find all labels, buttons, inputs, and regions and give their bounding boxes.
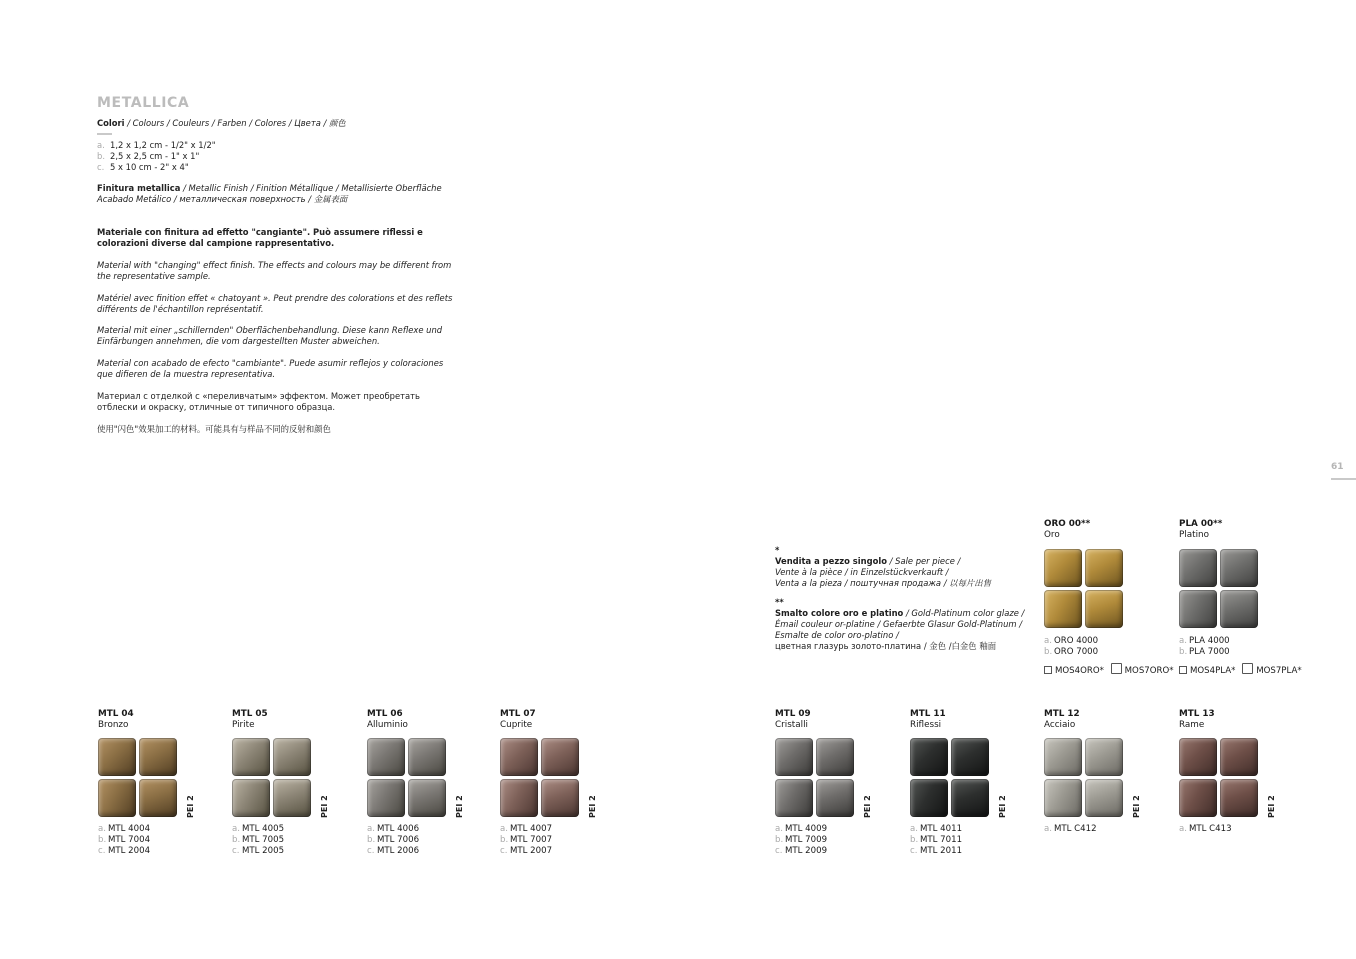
tile <box>541 738 579 776</box>
product-name: Rame <box>1179 720 1205 730</box>
tile <box>408 779 446 817</box>
code-item: a. MTL 4005 <box>232 824 285 834</box>
checkbox-icon[interactable] <box>1111 663 1122 674</box>
pei-rating: PEI 2 <box>186 795 195 818</box>
tile <box>1179 738 1217 776</box>
swatch <box>1179 549 1302 628</box>
description-ru: Материал с отделкой с «переливчатым» эффектом. Может преобретать отблески и окраску, отличные от типичного образца. <box>97 391 420 412</box>
swatch <box>1179 738 1279 817</box>
vendita-tr: / Sale per piece / <box>889 556 961 566</box>
tile <box>367 779 405 817</box>
product-code: MTL 07 <box>500 709 536 719</box>
code-item: b. MTL 7007 <box>500 835 553 845</box>
product-name: Platino <box>1179 530 1209 540</box>
product-name: Alluminio <box>367 720 408 730</box>
product-code: MTL 04 <box>98 709 134 719</box>
finish-block <box>97 183 442 205</box>
product-code: MTL 13 <box>1179 709 1215 719</box>
tile <box>139 738 177 776</box>
tile <box>1044 738 1082 776</box>
vendita-tr-3: Venta a la pieza / поштучная продажа / 以每片出售 <box>775 578 992 588</box>
smalto-tr-4: цветная глазурь золото-платина / 金色 /白金色 釉面 <box>775 641 997 651</box>
checkbox-icon[interactable] <box>1179 666 1187 674</box>
product-name: Pirite <box>232 720 255 730</box>
tile <box>816 738 854 776</box>
product-code: MTL 09 <box>775 709 811 719</box>
code-item: a. MTL 4006 <box>367 824 420 834</box>
smalto-label: Smalto colore oro e platino <box>775 608 904 618</box>
pei-rating: PEI 2 <box>998 795 1007 818</box>
checkbox-icon[interactable] <box>1242 663 1253 674</box>
product-code: ORO 00** <box>1044 519 1091 529</box>
product-card <box>98 709 198 857</box>
tile <box>1220 738 1258 776</box>
code-item: a. MTL C412 <box>1044 824 1097 834</box>
tile <box>1085 590 1123 628</box>
tile <box>232 779 270 817</box>
note-star-double: ** <box>775 597 784 607</box>
tile <box>500 738 538 776</box>
pei-rating: PEI 2 <box>455 795 464 818</box>
swatch <box>910 738 1010 817</box>
tile <box>1085 549 1123 587</box>
tile <box>1179 549 1217 587</box>
tile <box>951 779 989 817</box>
pei-rating: PEI 2 <box>1132 795 1141 818</box>
code-item: a. MTL 4011 <box>910 824 963 834</box>
product-name: Oro <box>1044 530 1060 540</box>
product-card <box>775 709 875 857</box>
page-number: 61 <box>1331 462 1344 472</box>
product-card <box>910 709 1010 857</box>
smalto-tr-3: Esmalte de color oro-platino / <box>775 630 899 640</box>
section-title: METALLICA <box>97 95 190 111</box>
tile <box>273 779 311 817</box>
code-item: c. MTL 2009 <box>775 846 828 856</box>
product-card <box>1179 709 1279 835</box>
tile <box>98 738 136 776</box>
option-label: MOS4ORO* <box>1055 666 1104 676</box>
finish-label: Finitura metallica <box>97 183 181 193</box>
product-card <box>367 709 467 857</box>
pei-rating: PEI 2 <box>863 795 872 818</box>
tile <box>1220 590 1258 628</box>
swatch <box>775 738 875 817</box>
code-item: c. MTL 2007 <box>500 846 553 856</box>
tile <box>951 738 989 776</box>
option-label: MOS7ORO* <box>1124 666 1174 676</box>
product-name: Bronzo <box>98 720 129 730</box>
tile <box>1044 590 1082 628</box>
tile <box>910 738 948 776</box>
tile <box>500 779 538 817</box>
code-item: b. MTL 7006 <box>367 835 420 845</box>
notes-block <box>775 545 1024 652</box>
product-card-platino <box>1179 519 1302 677</box>
note-star-single: * <box>775 545 780 555</box>
pei-rating: PEI 2 <box>320 795 329 818</box>
tile <box>775 738 813 776</box>
swatch <box>367 738 467 817</box>
option-label: MOS4PLA* <box>1190 666 1236 676</box>
code-item: a. ORO 4000 <box>1044 636 1099 646</box>
product-card <box>232 709 332 857</box>
code-item: b. MTL 7011 <box>910 835 963 845</box>
size-item: c. 5 x 10 cm - 2" x 4" <box>97 162 189 172</box>
tile <box>273 738 311 776</box>
product-card <box>1044 709 1144 835</box>
colors-line <box>97 118 346 129</box>
code-item: b. ORO 7000 <box>1044 647 1099 657</box>
code-item: a. MTL 4009 <box>775 824 828 834</box>
code-item: a. MTL C413 <box>1179 824 1232 834</box>
code-item: b. MTL 7005 <box>232 835 285 845</box>
code-item: c. MTL 2005 <box>232 846 285 856</box>
product-name: Riflessi <box>910 720 942 730</box>
product-code: MTL 11 <box>910 709 946 719</box>
product-name: Cristalli <box>775 720 808 730</box>
description-it: Materiale con finitura ad effetto "cangiante". Può assumere riflessi e colorazioni diverse dal campione rappresentativo. <box>97 227 423 248</box>
checkbox-icon[interactable] <box>1044 666 1052 674</box>
code-item: c. MTL 2006 <box>367 846 420 856</box>
swatch <box>1044 549 1174 628</box>
size-item: a. 1,2 x 1,2 cm - 1/2" x 1/2" <box>97 140 216 150</box>
colors-translations: / Colours / Couleurs / Farben / Colores / Цвета / 颜色 <box>127 118 346 128</box>
product-code: MTL 06 <box>367 709 403 719</box>
smalto-tr-2: Émail couleur or-platine / Gefaerbte Glasur Gold-Platinum / <box>775 619 1023 629</box>
title-divider <box>97 133 112 135</box>
pei-rating: PEI 2 <box>1267 795 1276 818</box>
description-fr: Matériel avec finition effet « chatoyant ». Peut prendre des colorations et des reflets différents de l'échantillon représentatif. <box>97 293 453 314</box>
code-item: b. MTL 7004 <box>98 835 151 845</box>
page-number-bar <box>1331 478 1356 480</box>
swatch <box>98 738 198 817</box>
option-row <box>1044 663 1174 677</box>
tile <box>1179 779 1217 817</box>
tile <box>1220 549 1258 587</box>
product-card-oro <box>1044 519 1174 677</box>
product-code: MTL 05 <box>232 709 268 719</box>
tile <box>232 738 270 776</box>
code-item: a. MTL 4007 <box>500 824 553 834</box>
sizes-list <box>97 140 216 173</box>
finish-translations-2: Acabado Metálico / металлическая поверхность / 金属表面 <box>97 194 348 204</box>
tile <box>139 779 177 817</box>
tile <box>1044 549 1082 587</box>
tile <box>1220 779 1258 817</box>
tile <box>1179 590 1217 628</box>
size-item: b. 2,5 x 2,5 cm - 1" x 1" <box>97 151 200 161</box>
code-item: a. PLA 4000 <box>1179 636 1230 646</box>
vendita-label: Vendita a pezzo singolo <box>775 556 887 566</box>
option-row <box>1179 663 1302 677</box>
tile <box>408 738 446 776</box>
code-item: b. PLA 7000 <box>1179 647 1230 657</box>
code-item: c. MTL 2004 <box>98 846 151 856</box>
product-name: Cuprite <box>500 720 533 730</box>
swatch <box>232 738 332 817</box>
swatch <box>1044 738 1144 817</box>
option-label: MOS7PLA* <box>1256 666 1302 676</box>
tile <box>816 779 854 817</box>
tile <box>910 779 948 817</box>
code-item: b. MTL 7009 <box>775 835 828 845</box>
vendita-tr-2: Vente à la pièce / in Einzelstückverkauft / <box>775 567 949 577</box>
tile <box>775 779 813 817</box>
tile <box>541 779 579 817</box>
product-card <box>500 709 600 857</box>
code-item: c. MTL 2011 <box>910 846 963 856</box>
tile <box>98 779 136 817</box>
finish-translations: / Metallic Finish / Finition Métallique / Metallisierte Oberfläche <box>183 183 442 193</box>
pei-rating: PEI 2 <box>588 795 597 818</box>
smalto-tr: / Gold-Platinum color glaze / <box>905 608 1025 618</box>
tile <box>367 738 405 776</box>
product-code: PLA 00** <box>1179 519 1223 529</box>
product-code: MTL 12 <box>1044 709 1080 719</box>
product-name: Acciaio <box>1044 720 1076 730</box>
description-en: Material with "changing" effect finish. The effects and colours may be different from the representative sample. <box>97 260 452 281</box>
description-es: Material con acabado de efecto "cambiante". Puede asumir reflejos y coloraciones que difieren de la muestra representativa. <box>97 358 444 379</box>
tile <box>1044 779 1082 817</box>
colors-label: Colori <box>97 118 125 128</box>
description-zh: 使用"闪色"效果加工的材料。可能具有与样品不同的反射和颜色 <box>97 424 331 434</box>
tile <box>1085 779 1123 817</box>
description-de: Material mit einer „schillernden" Oberflächenbehandlung. Diese kann Reflexe und Einfärbungen annehmen, die vom dargestellten Muster abweichen. <box>97 325 443 346</box>
swatch <box>500 738 600 817</box>
tile <box>1085 738 1123 776</box>
code-item: a. MTL 4004 <box>98 824 151 834</box>
